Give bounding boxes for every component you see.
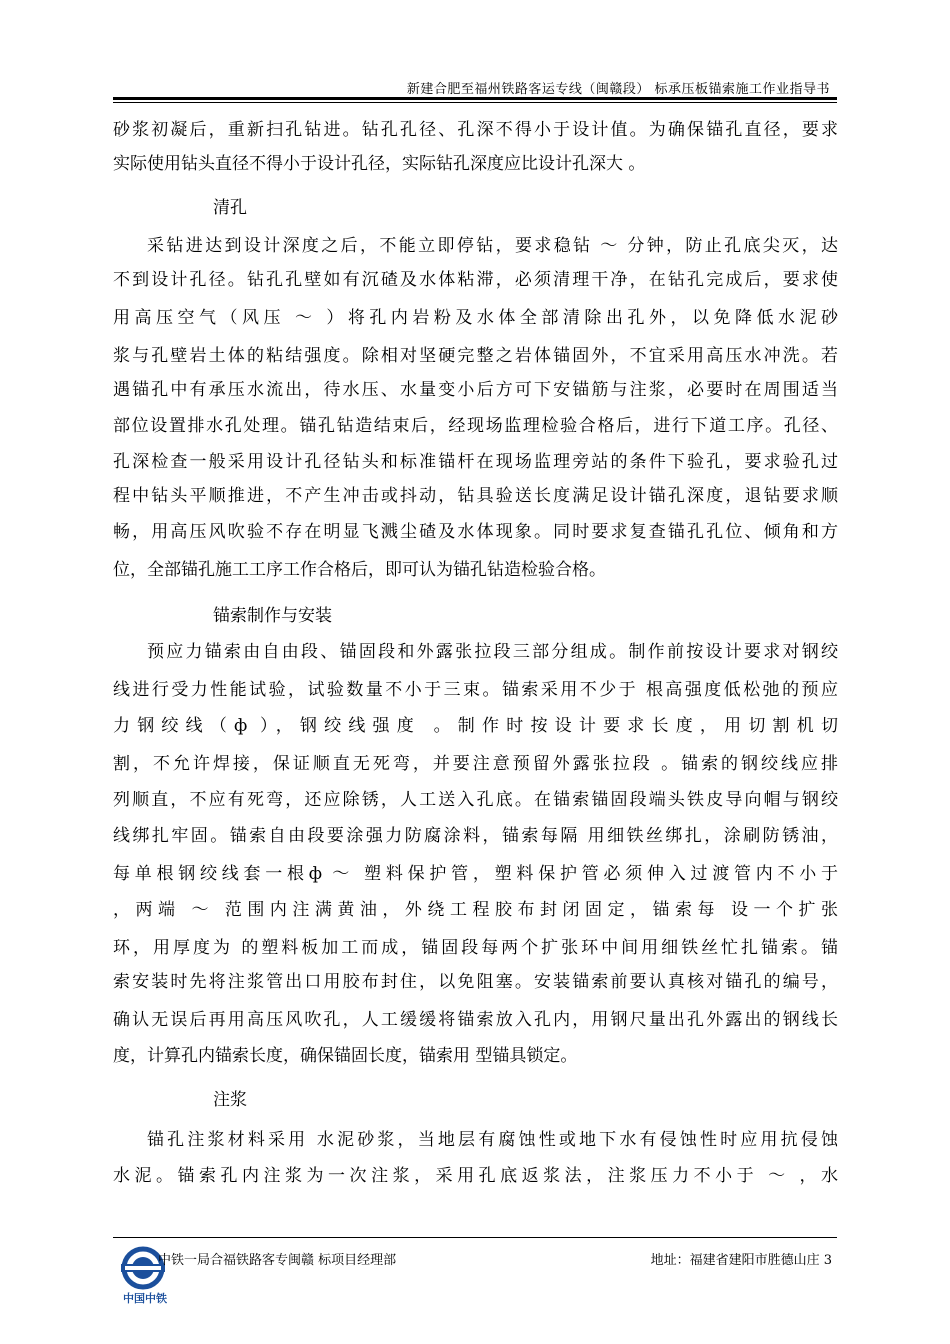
body-line: 水泥。锚索孔内注浆为一次注浆，采用孔底返浆法，注浆压力不小于 ～ ，水 (113, 1166, 838, 1186)
body-line: 砂浆初凝后，重新扫孔钻进。钻孔孔径、孔深不得小于设计值。为确保锚孔直径，要求 (113, 120, 838, 140)
body-line: 浆与孔壁岩土体的粘结强度。除相对坚硬完整之岩体锚固外，不宜采用高压水冲洗。若 (113, 346, 838, 366)
body-line: 索安装时先将注浆管出口用胶布封住，以免阻塞。安装锚索前要认真核对锚孔的编号， (113, 972, 838, 992)
body-line: 割，不允许焊接，保证顺直无死弯，并要注意预留外露张拉段 。锚索的钢绞线应排 (113, 754, 838, 774)
logo-caption: 中国中铁 (123, 1292, 167, 1305)
body-line: 线进行受力性能试验，试验数量不小于三束。锚索采用不少于 根高强度低松弛的预应 (113, 680, 838, 700)
body-line: 确认无误后再用高压风吹孔，人工缓缓将锚索放入孔内，用钢尺量出孔外露出的钢线长 (113, 1010, 838, 1030)
section-heading-qingkong: 清孔 (213, 198, 247, 218)
body-line: 部位设置排水孔处理。锚孔钻造结束后，经现场监理检验合格后，进行下道工序。孔径、 (113, 416, 838, 436)
body-line: 每单根钢绞线套一根ф ～ 塑料保护管，塑料保护管必须伸入过渡管内不小于 (113, 864, 838, 884)
section-heading-maosuo: 锚索制作与安装 (213, 606, 332, 626)
body-line: 实际使用钻头直径不得小于设计孔径，实际钻孔深度应比设计孔深大 。 (113, 154, 646, 174)
body-line: 程中钻头平顺推进，不产生冲击或抖动，钻具验送长度满足设计锚孔深度，退钻要求顺 (113, 486, 838, 506)
body-line: 预应力锚索由自由段、锚固段和外露张拉段三部分组成。制作前按设计要求对钢绞 (147, 642, 838, 662)
body-line: 不到设计孔径。钻孔孔壁如有沉碴及水体粘滞，必须清理干净，在钻孔完成后，要求使 (113, 270, 838, 290)
body-line: 位，全部锚孔施工工序工作合格后，即可认为锚孔钻造检验合格。 (113, 560, 606, 580)
body-line: 度，计算孔内锚索长度，确保锚固长度，锚索用 型锚具锁定。 (113, 1046, 578, 1066)
body-line: 遇锚孔中有承压水流出，待水压、水量变小后方可下安锚筋与注浆，必要时在周围适当 (113, 380, 838, 400)
body-line: 列顺直，不应有死弯，还应除锈，人工送入孔底。在锚索锚固段端头铁皮导向帽与钢绞 (113, 790, 838, 810)
body-line: 采钻进达到设计深度之后，不能立即停钻，要求稳钻 ～ 分钟，防止孔底尖灭，达 (147, 236, 838, 256)
body-line: 力钢绞线（ф ），钢绞线强度 。制作时按设计要求长度，用切割机切 (113, 716, 838, 736)
footer-rule (113, 1237, 837, 1238)
body-line: 线绑扎牢固。锚索自由段要涂强力防腐涂料，锚索每隔 用细铁丝绑扎，涂刷防锈油， (113, 826, 838, 846)
footer-address-page: 地址：福建省建阳市胜德山庄 3 (650, 1253, 832, 1268)
body-line: 用高压空气（风压 ～ ）将孔内岩粉及水体全部清除出孔外，以免降低水泥砂 (113, 308, 838, 328)
header-rule-thick (113, 97, 837, 100)
header-rule-thin (113, 102, 837, 103)
body-line: 环，用厚度为 的塑料板加工而成，锚固段每两个扩张环中间用细铁丝忙扎锚索。锚 (113, 938, 838, 958)
body-line: 孔深检查一般采用设计孔径钻头和标准锚杆在现场监理旁站的条件下验孔，要求验孔过 (113, 452, 838, 472)
body-line: 畅，用高压风吹验不存在明显飞溅尘碴及水体现象。同时要求复查锚孔孔位、倾角和方 (113, 522, 838, 542)
body-line: ，两端 ～ 范围内注满黄油，外绕工程胶布封闭固定，锚索每 设一个扩张 (113, 900, 838, 920)
section-heading-zhujiang: 注浆 (213, 1090, 247, 1110)
body-line: 锚孔注浆材料采用 水泥砂浆，当地层有腐蚀性或地下水有侵蚀性时应用抗侵蚀 (147, 1130, 838, 1150)
footer-organization: 中铁一局合福铁路客专闽赣 标项目经理部 (158, 1253, 397, 1268)
page-header-title: 新建合肥至福州铁路客运专线（闽赣段） 标承压板锚索施工作业指导书 (406, 82, 830, 97)
